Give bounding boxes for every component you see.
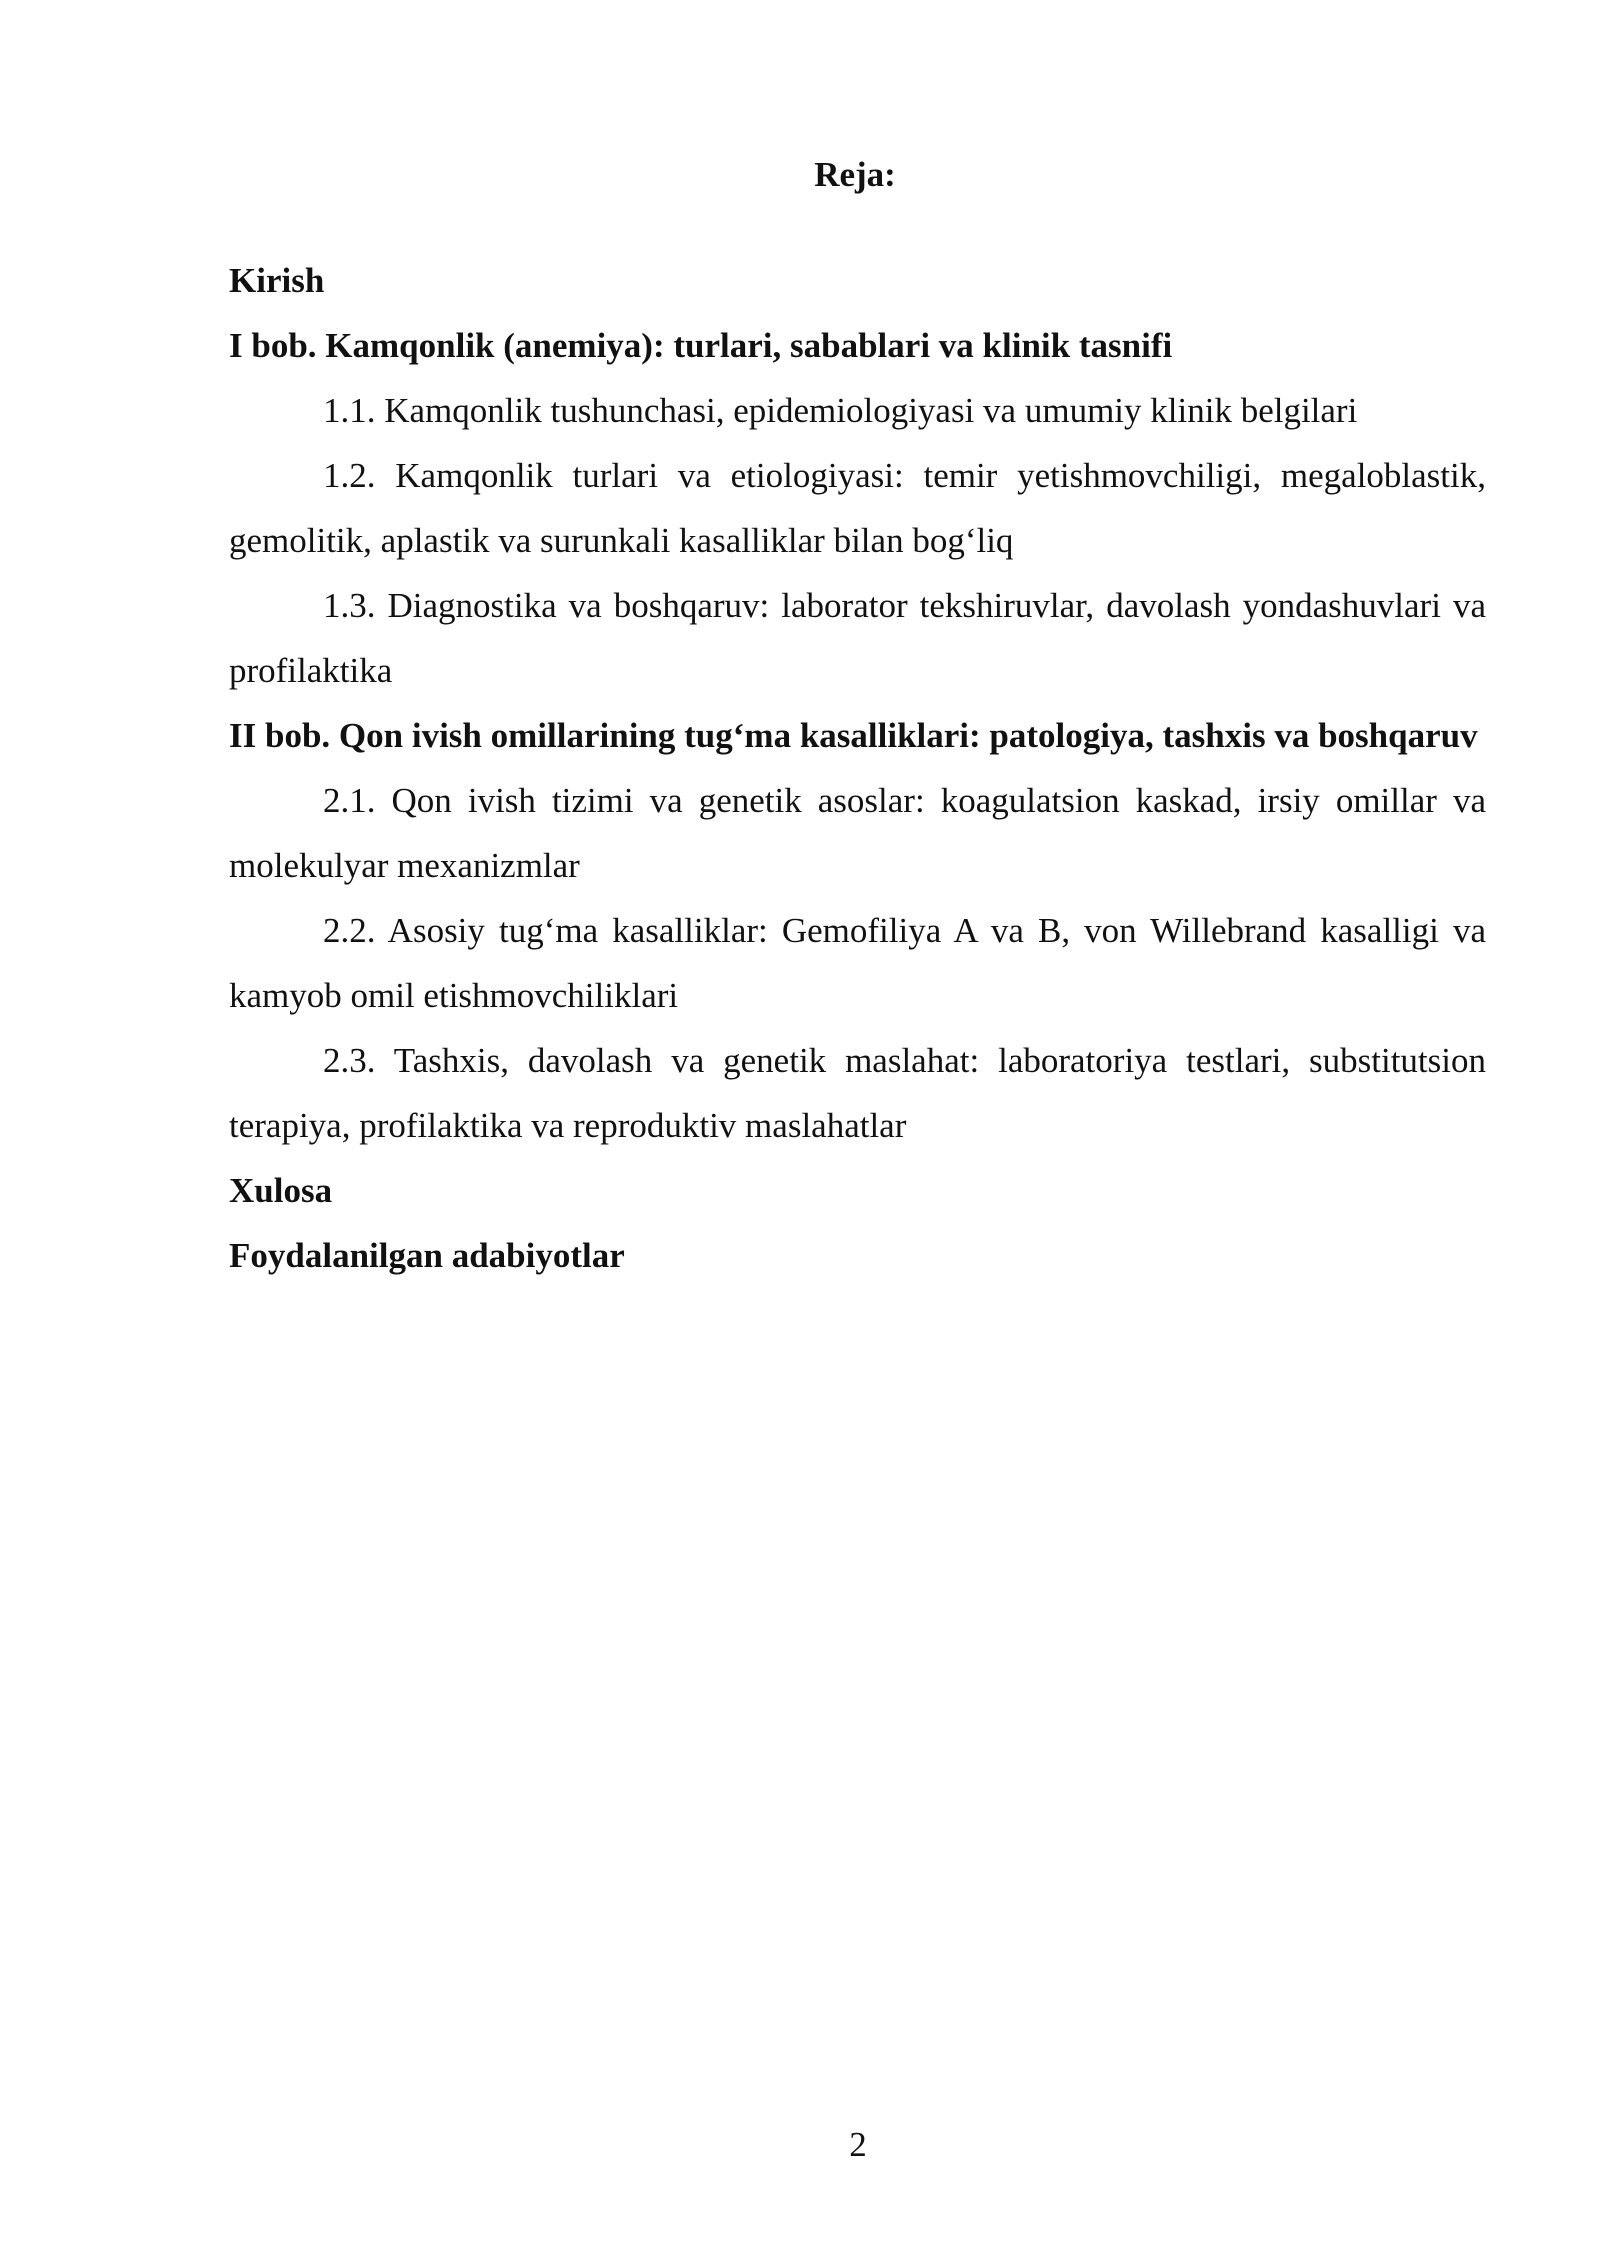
toc-entry-section-2-2: 2.2. Asosiy tug‘ma kasalliklar: Gemofiliya A va B, von Willebrand kasalligi va kamyob omil etishmovchiliklari bbox=[229, 911, 1486, 1015]
toc-entry-chapter-2: II bob. Qon ivish omillarining tug‘ma kasalliklari: patologiya, tashxis va boshqaruv bbox=[229, 716, 1478, 755]
toc-entry-references: Foydalanilgan adabiyotlar bbox=[229, 1236, 625, 1275]
toc-entry-section-1-2: 1.2. Kamqonlik turlari va etiologiyasi: temir yetishmovchiligi, megaloblastik, gemolitik, aplastik va surunkali kasalliklar bilan bog‘liq bbox=[229, 456, 1486, 560]
toc-entry-conclusion: Xulosa bbox=[229, 1171, 333, 1210]
page-title: Reja: bbox=[814, 155, 896, 194]
toc-entry-introduction: Kirish bbox=[229, 261, 325, 300]
toc-entry-section-1-1: 1.1. Kamqonlik tushunchasi, epidemiologiyasi va umumiy klinik belgilari bbox=[323, 391, 1358, 430]
toc-entry-section-2-3: 2.3. Tashxis, davolash va genetik maslahat: laboratoriya testlari, substitutsion terapiya, profilaktika va reproduktiv maslahatlar bbox=[229, 1041, 1486, 1145]
toc-entry-section-2-1: 2.1. Qon ivish tizimi va genetik asoslar: koagulatsion kaskad, irsiy omillar va molekulyar mexanizmlar bbox=[229, 781, 1486, 885]
page-number: 2 bbox=[849, 2125, 867, 2164]
toc-entry-chapter-1: I bob. Kamqonlik (anemiya): turlari, sabablari va klinik tasnifi bbox=[229, 326, 1173, 365]
table-of-contents bbox=[229, 248, 1486, 1288]
toc-entry-section-1-3: 1.3. Diagnostika va boshqaruv: laborator tekshiruvlar, davolash yondashuvlari va profilaktika bbox=[229, 586, 1486, 690]
